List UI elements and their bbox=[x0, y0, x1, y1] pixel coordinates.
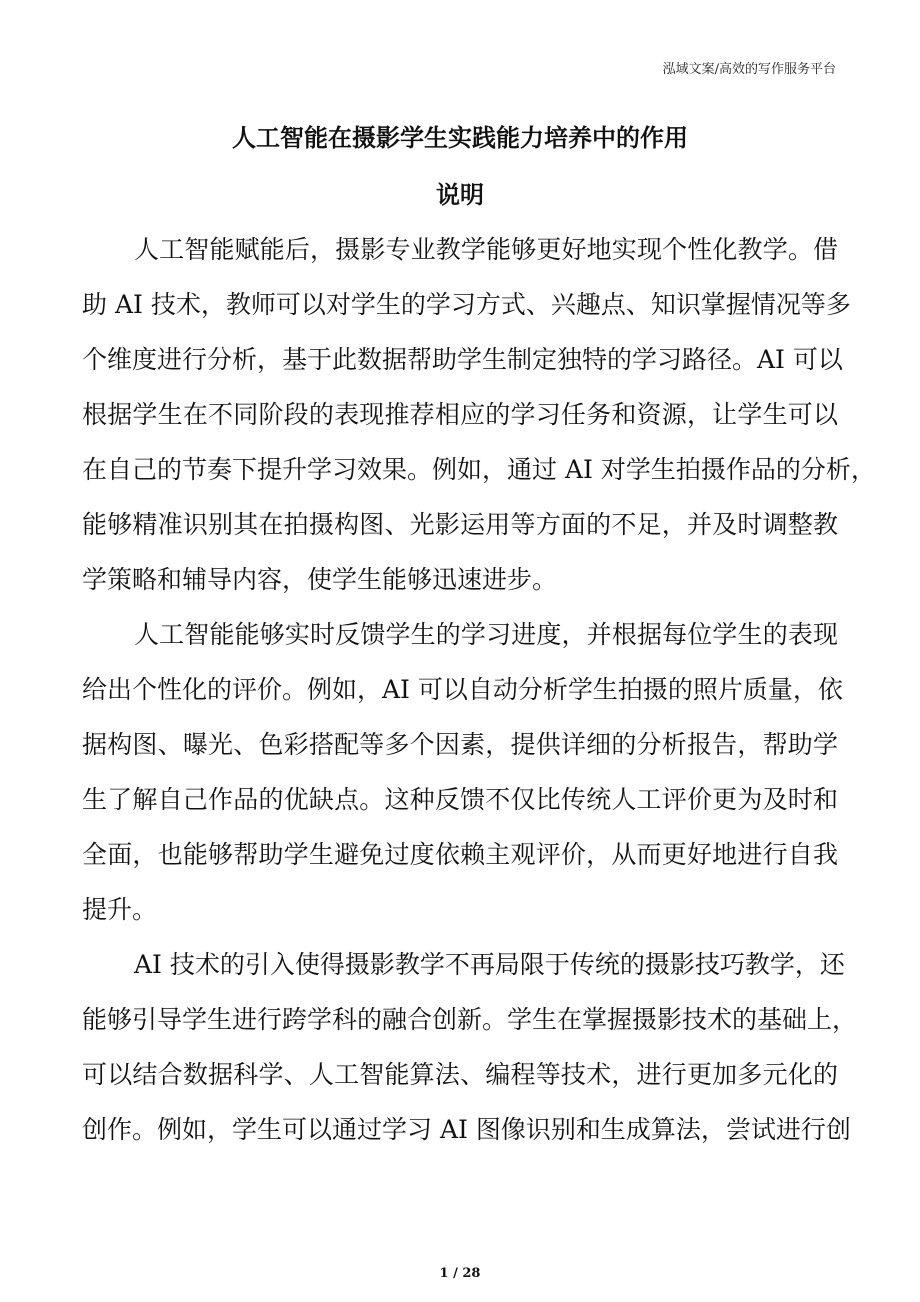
text-line: 据构图、曝光、色彩搭配等多个因素，提供详细的分析报告，帮助学 bbox=[82, 730, 838, 759]
text-line: 可以结合数据科学、人工智能算法、编程等技术，进行更加多元化的 bbox=[82, 1060, 838, 1089]
text-line: 能够引导学生进行跨学科的融合创新。学生在掌握摄影技术的基础上， bbox=[82, 1005, 858, 1034]
text-line: 能够精准识别其在拍摄构图、光影运用等方面的不足，并及时调整教 bbox=[82, 510, 838, 539]
text-line: 提升。 bbox=[82, 895, 158, 924]
text-line: 创作。例如，学生可以通过学习 AI 图像识别和生成算法，尝试进行创 bbox=[82, 1115, 851, 1144]
section-heading: 说明 bbox=[436, 180, 484, 209]
text-line: AI 技术的引入使得摄影教学不再局限于传统的摄影技巧教学，还 bbox=[134, 950, 845, 979]
text-line: 学策略和辅导内容，使学生能够迅速进步。 bbox=[82, 565, 558, 594]
text-line: 个维度进行分析，基于此数据帮助学生制定独特的学习路径。AI 可以 bbox=[82, 345, 843, 374]
document-body bbox=[82, 222, 876, 1157]
text-line: 人工智能能够实时反馈学生的学习进度，并根据每位学生的表现 bbox=[134, 620, 838, 649]
paragraph bbox=[82, 607, 843, 937]
text-line: 根据学生在不同阶段的表现推荐相应的学习任务和资源，让学生可以 bbox=[82, 400, 838, 429]
text-line: 全面，也能够帮助学生避免过度依赖主观评价，从而更好地进行自我 bbox=[82, 840, 838, 869]
document-title: 人工智能在摄影学生实践能力培养中的作用 bbox=[232, 123, 688, 152]
text-line: 给出个性化的评价。例如，AI 可以自动分析学生拍摄的照片质量，依 bbox=[82, 675, 843, 704]
page-number: 1 / 28 bbox=[439, 1266, 481, 1281]
paragraph bbox=[82, 222, 876, 607]
paragraph bbox=[82, 937, 858, 1157]
text-line: 在自己的节奏下提升学习效果。例如，通过 AI 对学生拍摄作品的分析， bbox=[82, 455, 876, 484]
site-header: 泓域文案/高效的写作服务平台 bbox=[662, 62, 836, 77]
text-line: 生了解自己作品的优缺点。这种反馈不仅比传统人工评价更为及时和 bbox=[82, 785, 838, 814]
text-line: 助 AI 技术，教师可以对学生的学习方式、兴趣点、知识掌握情况等多 bbox=[82, 290, 851, 319]
text-line: 人工智能赋能后，摄影专业教学能够更好地实现个性化教学。借 bbox=[134, 235, 838, 264]
